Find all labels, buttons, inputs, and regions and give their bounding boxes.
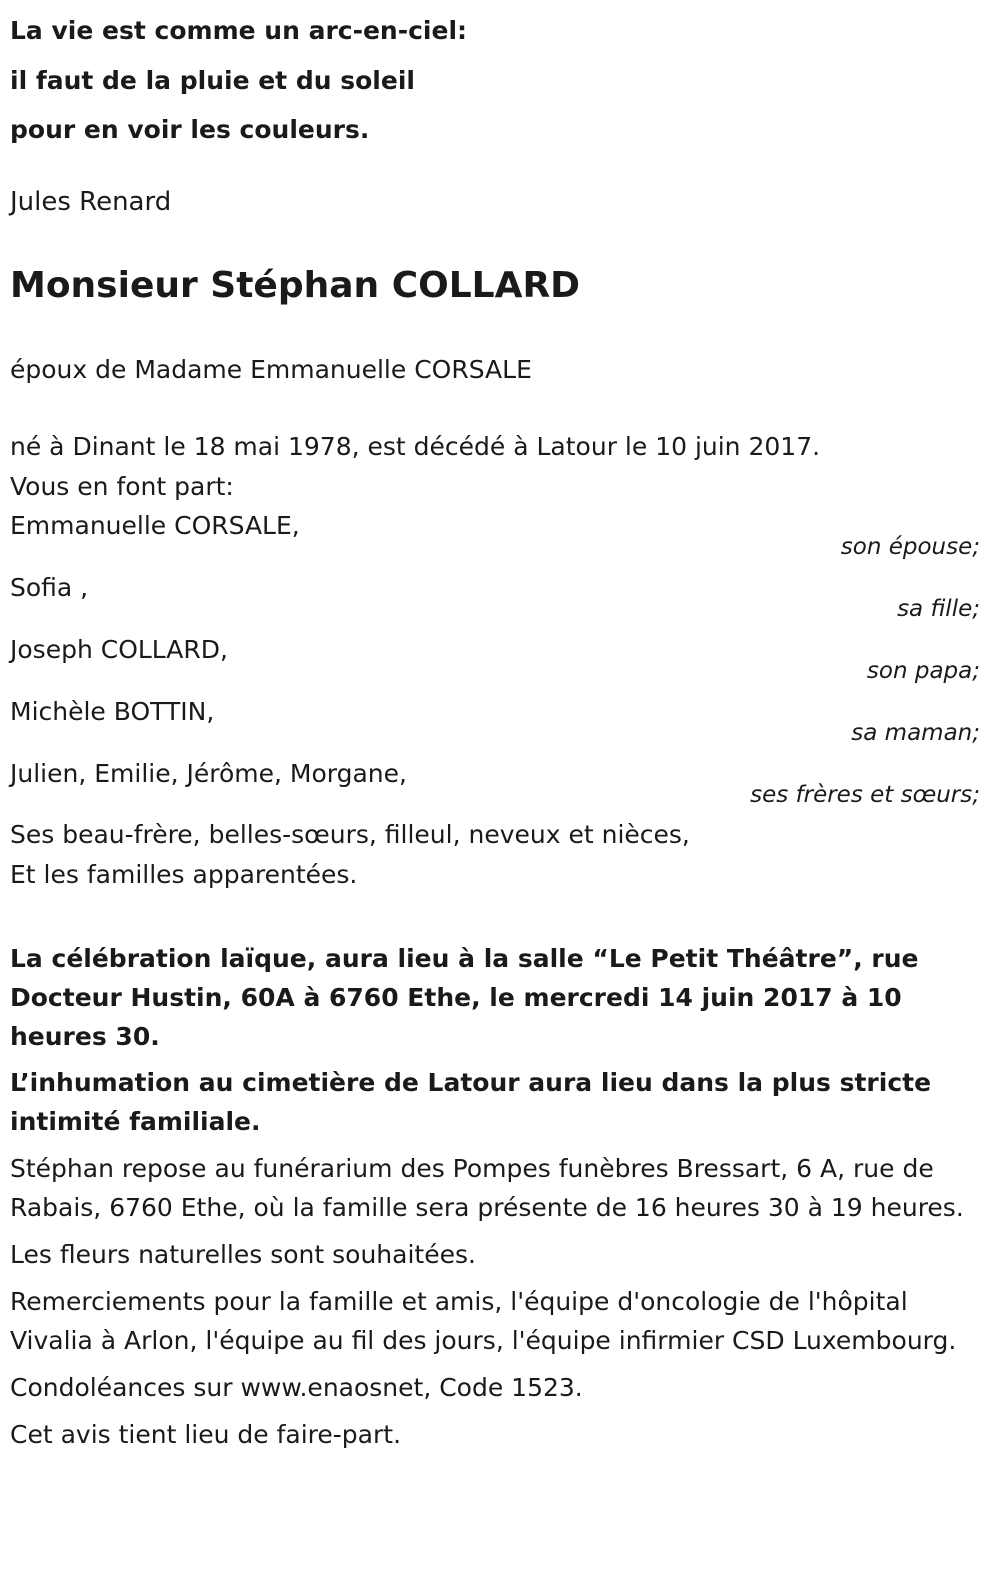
obituary-notice: [10, 0, 980, 1454]
family-member-name: Michèle BOTTIN,: [10, 696, 215, 726]
flowers-info: Les fleurs naturelles sont souhaitées.: [10, 1239, 476, 1269]
thanks-info: Remerciements pour la famille et amis, l'équipe d'oncologie de l'hôpital Vivalia à Arlon, l'équipe au fil des jours, l'équipe infirmier CSD Luxembourg.: [10, 1286, 957, 1355]
quote-block: [10, 6, 980, 155]
family-member-name: Joseph COLLARD,: [10, 634, 228, 664]
family-member-name: Emmanuelle CORSALE,: [10, 510, 300, 540]
family-member: [10, 694, 980, 756]
family-member-relation: son épouse;: [840, 533, 980, 560]
family-list: [10, 508, 980, 818]
notice-info: Cet avis tient lieu de faire-part.: [10, 1419, 402, 1449]
family-member-relation: son papa;: [866, 657, 980, 684]
quote-line-3: pour en voir les couleurs.: [10, 115, 370, 144]
condolences-info: Condoléances sur www.enaosnet, Code 1523.: [10, 1372, 583, 1402]
spouse-line: époux de Madame Emmanuelle CORSALE: [10, 354, 532, 384]
family-member: [10, 632, 980, 694]
quote-line-1: La vie est comme un arc-en-ciel:: [10, 16, 468, 45]
viewing-info: Stéphan repose au funérarium des Pompes funèbres Bressart, 6 A, rue de Rabais, 6760 Ethe, où la famille sera présente de 16 heures 30 à 19 heures.: [10, 1153, 964, 1222]
deceased-name: Monsieur Stéphan COLLARD: [10, 264, 581, 306]
family-member: [10, 508, 980, 570]
family-member-relation: sa maman;: [851, 719, 980, 746]
family-member-name: Sofia ,: [10, 572, 89, 602]
extended-family-line-1: Ses beau-frère, belles-sœurs, filleul, neveux et nièces,: [10, 819, 690, 849]
burial-info: L’inhumation au cimetière de Latour aura lieu dans la plus stricte intimité familiale.: [10, 1067, 932, 1136]
ceremony-info: La célébration laïque, aura lieu à la salle “Le Petit Théâtre”, rue Docteur Hustin, 60A à 6760 Ethe, le mercredi 14 juin 2017 à 10 heures 30.: [10, 943, 919, 1051]
family-member-relation: ses frères et sœurs;: [750, 781, 980, 808]
birth-death-line: né à Dinant le 18 mai 1978, est décédé à Latour le 10 juin 2017.: [10, 431, 821, 461]
extended-family-line-2: Et les familles apparentées.: [10, 859, 358, 889]
extended-family: [10, 815, 980, 895]
family-member: [10, 570, 980, 632]
family-member-name: Julien, Emilie, Jérôme, Morgane,: [10, 758, 407, 788]
family-member: [10, 756, 980, 818]
quote-line-2: il faut de la pluie et du soleil: [10, 65, 415, 95]
family-member-relation: sa fille;: [897, 595, 980, 622]
announcement-line: Vous en font part:: [10, 471, 234, 501]
quote-author: Jules Renard: [10, 186, 172, 217]
